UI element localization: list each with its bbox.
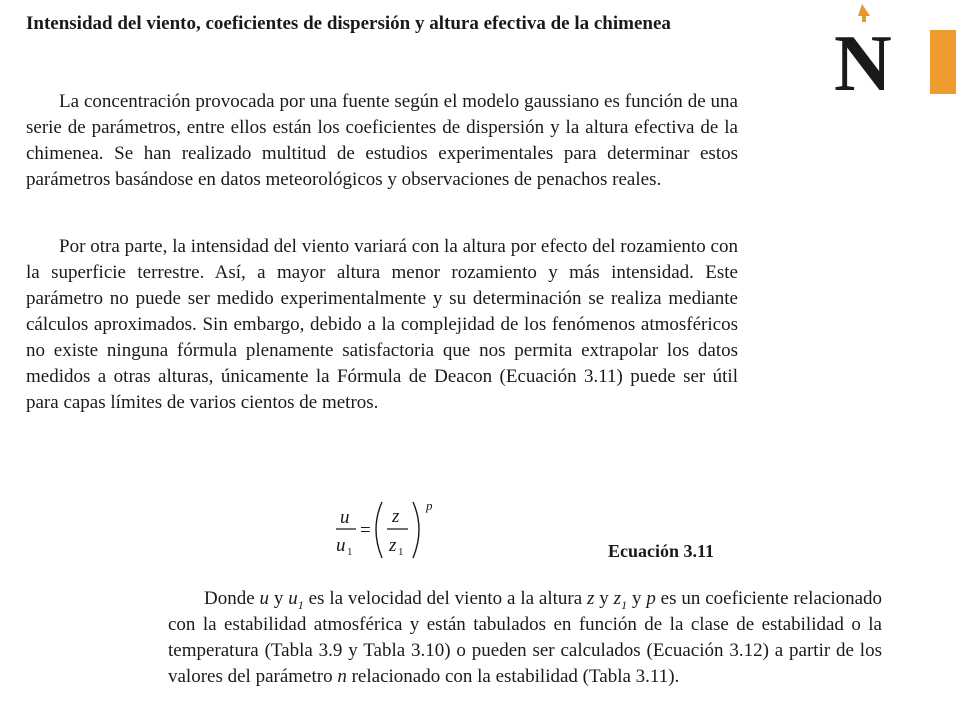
eq-equals: = [360, 520, 371, 541]
eq-lhs-numerator: u [340, 507, 350, 528]
eq-lhs-denominator-sub: 1 [347, 546, 353, 558]
accent-bar [930, 30, 956, 94]
eq-right-paren [413, 502, 419, 558]
eq-lhs-denominator: u [336, 535, 346, 556]
eq-exponent: p [426, 498, 433, 513]
paragraph-3: Donde u y $u_1$ es la velocidad del viento a la altura z y $z_1$ y p es un coeficiente relacionado con la estabilidad atmosférica y están tabulados en función de la clase de estabilidad o la temperatura (Tabla 3.9 y Tabla 3.10) o pueden ser calculados (Ecuación 3.12) a partir de los valores del parámetro n relacionado con la estabilidad (Tabla 3.11). [168, 588, 883, 687]
section-heading: Intensidad del viento, coeficientes de dispersión y altura efectiva de la chimenea [26, 13, 671, 34]
logo-letter: N [834, 20, 892, 96]
eq-left-paren [376, 502, 382, 558]
paragraph-1: La concentración provocada por una fuente según el modelo gaussiano es función de una serie de parámetros, entre ellos están los coeficientes de dispersión y la altura efectiva de la chimenea. Se han realizado multitud de estudios experimentales para determinar estos parámetros basándose en datos meteorológicos y observaciones de penachos reales. [26, 91, 738, 190]
eq-rhs-denominator-sub: 1 [398, 546, 404, 558]
equation-label: Ecuación 3.11 [608, 541, 715, 561]
eq-rhs-numerator: z [392, 506, 400, 527]
paragraph-2: Por otra parte, la intensidad del viento variará con la altura por efecto del rozamiento con la superficie terrestre. Así, a mayor altura menor rozamiento y más intensidad. Este parámetro no puede ser medido experimentalmente y su determinación se realiza mediante cálculos aproximados. Sin embargo, debido a la complejidad de los fenómenos atmosféricos no existe ninguna fórmula plenamente satisfactoria que nos permita extrapolar los datos medidos a otras alturas, únicamente la Fórmula de Deacon (Ecuación 3.11) puede ser útil para capas límites de varios cientos de metros. [26, 236, 738, 413]
publisher-logo [832, 0, 898, 96]
equation-3-11 [330, 496, 440, 568]
eq-rhs-denominator: z [389, 535, 397, 556]
